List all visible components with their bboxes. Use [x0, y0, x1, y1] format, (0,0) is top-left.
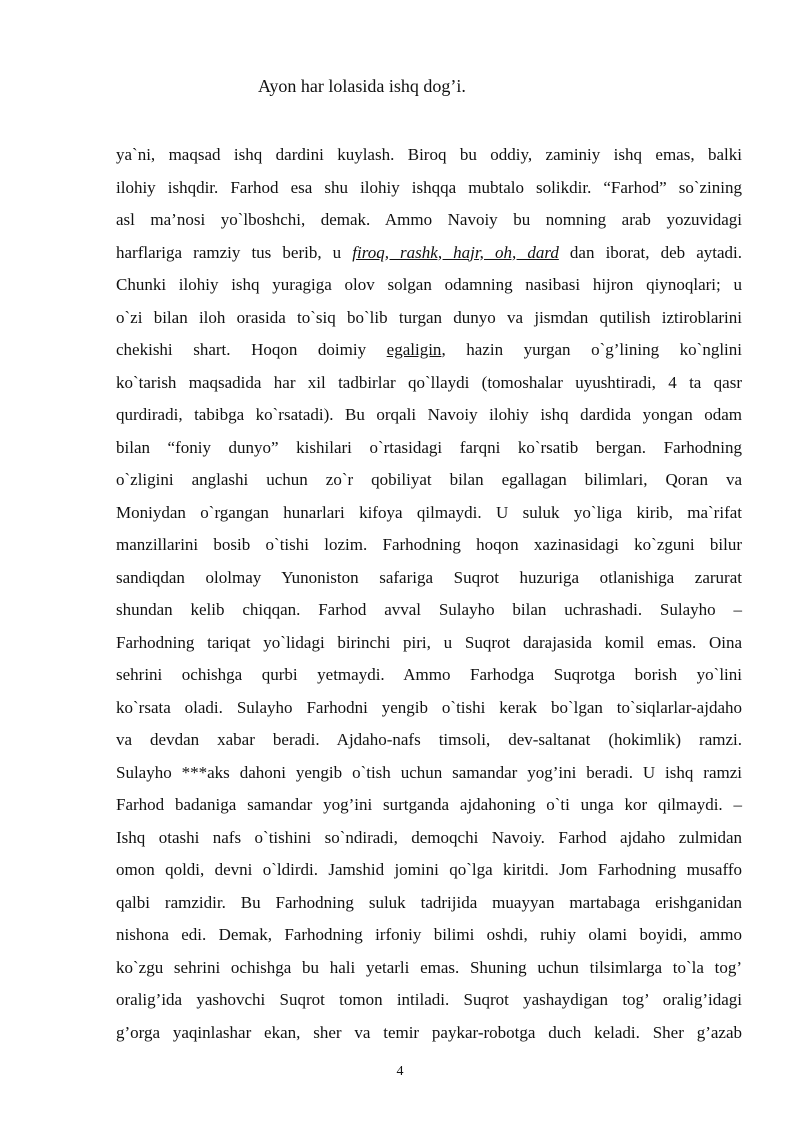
text-line: ko`rsata oladi. Sulayho Farhodni yengib o`tishi kerak bo`lgan to`siqlarlar-ajdaho: [116, 697, 742, 717]
text-line: qalbi ramzidir. Bu Farhodning suluk tadrijida muayyan martabaga erishganidan: [116, 892, 742, 912]
text-line: ilohiy ishqdir. Farhod esa shu ilohiy ishqqa mubtalo solikdir. “Farhod” so`zining: [116, 177, 742, 197]
text-line: o`zi bilan iloh orasida to`siq bo`lib turgan dunyo va jismdan qutilish iztiroblarini: [116, 307, 742, 327]
text-line: asl ma’nosi yo`lboshchi, demak. Ammo Navoiy bu nomning arab yozuvidagi: [116, 210, 742, 229]
text-line: ko`zgu sehrini ochishga bu hali yetarli emas. Shuning uchun tilsimlarga to`la tog’: [116, 957, 742, 977]
text-line: qurdiradi, tabibga ko`rsatadi). Bu orqali Navoiy ilohiy ishq dardida yongan odam: [116, 405, 742, 424]
text-line: va devdan xabar beradi. Ajdaho-nafs timsoli, dev-saltanat (hokimlik) ramzi.: [116, 730, 742, 749]
text-segment: harflariga ramziy tus berib, u: [116, 242, 353, 262]
text-line: ko`tarish maqsadida har xil tadbirlar qo`llaydi (tomoshalar uyushtiradi, 4 ta qasr: [116, 372, 742, 392]
text-line: sandiqdan ololmay Yunoniston safariga Suqrot huzuriga otlanishiga zarurat: [116, 567, 742, 587]
text-line: [116, 237, 742, 270]
text-line: sehrini ochishga qurbi yetmaydi. Ammo Farhodga Suqrotga borish yo`lini: [116, 665, 742, 684]
text-segment: , hazin yurgan o`g’lining ko`nglini: [441, 340, 742, 359]
page-number: 4: [396, 1064, 404, 1079]
text-line: omon qoldi, devni o`ldirdi. Jamshid jomini qo`lga kiritdi. Jom Farhodning musaffo: [116, 860, 742, 879]
text-line: o`zligini anglashi uchun zo`r qobiliyat bilan egallagan bilimlari, Qoran va: [116, 470, 742, 489]
text-line: g’orga yaqinlashar ekan, sher va temir paykar-robotga duch keladi. Sher g’azab: [116, 1022, 742, 1042]
text-line: Ishq otashi nafs o`tishini so`ndiradi, demoqchi Navoiy. Farhod ajdaho zulmidan: [116, 827, 742, 847]
text-line: oralig’ida yashovchi Suqrot tomon intiladi. Suqrot yashaydigan tog’ oralig’idagi: [116, 990, 742, 1009]
text-line: Chunki ilohiy ishq yuragiga olov solgan odamning nasibasi hijron qiynoqlari; u: [116, 275, 742, 294]
text-line: [116, 334, 742, 367]
text-line: Farhod badaniga samandar yog’ini surtganda ajdahoning o`ti unga kor qilmaydi. –: [116, 795, 742, 814]
text-line: ya`ni, maqsad ishq dardini kuylash. Biroq bu oddiy, zaminiy ishq emas, balki: [116, 145, 742, 164]
text-line: manzillarini bosib o`tishi lozim. Farhodning hoqon xazinasidagi ko`zguni bilur: [116, 535, 742, 554]
body-text: [116, 139, 742, 1049]
page-title: Ayon har lolasida ishq dog’i.: [258, 76, 466, 96]
underlined-phrase: firoq, rashk, hajr, oh, dard: [352, 242, 559, 262]
text-line: nishona edi. Demak, Farhodning irfoniy bilimi oshdi, ruhiy olami boyidi, ammo: [116, 925, 742, 944]
text-segment: chekishi shart. Hoqon doimiy: [116, 340, 387, 359]
text-line: Farhodning tariqat yo`lidagi birinchi piri, u Suqrot darajasida komil emas. Oina: [116, 632, 742, 652]
text-line: Sulayho ***aks dahoni yengib o`tish uchun samandar yog’ini beradi. U ishq ramzi: [116, 762, 742, 782]
underlined-phrase: egaligin: [386, 340, 442, 359]
text-line: bilan “foniy dunyo” kishilari o`rtasidagi farqni ko`rsatib bergan. Farhodning: [116, 437, 742, 457]
text-line: shundan kelib chiqqan. Farhod avval Sulayho bilan uchrashadi. Sulayho –: [116, 600, 742, 619]
text-line: Moniydan o`rgangan hunarlari kifoya qilmaydi. U suluk yo`liga kirib, ma`rifat: [116, 502, 742, 522]
text-segment: dan iborat, deb aytadi.: [558, 242, 742, 262]
